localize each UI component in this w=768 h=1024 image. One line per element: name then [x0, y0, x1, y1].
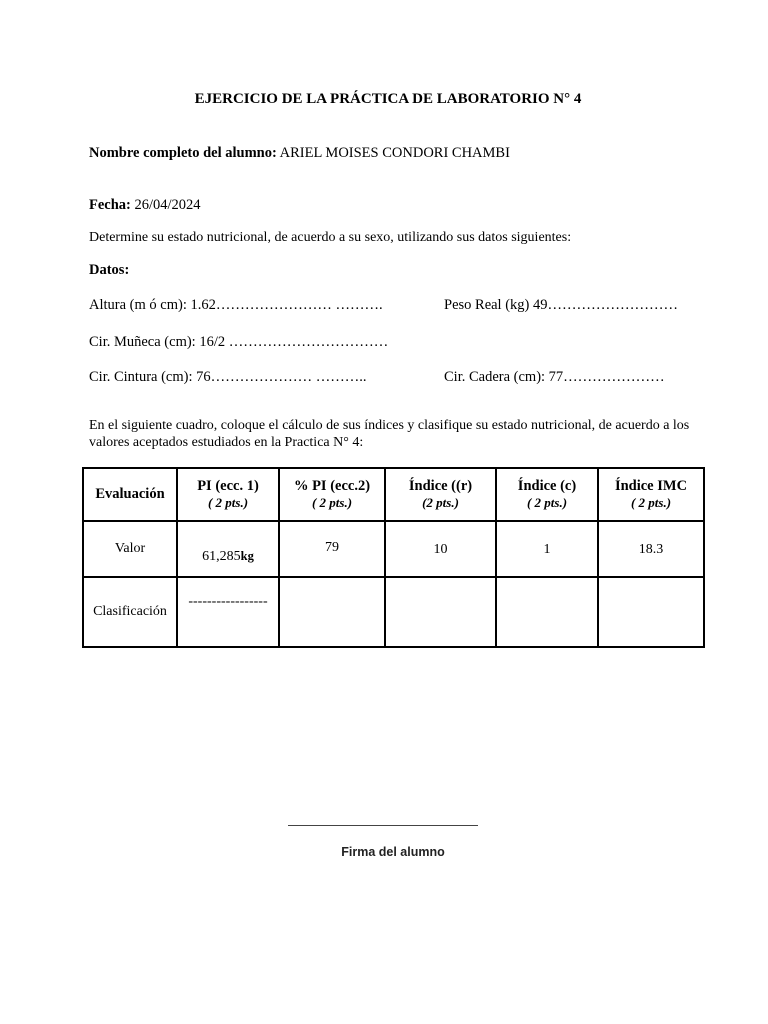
- student-name-label: Nombre completo del alumno:: [89, 145, 277, 161]
- header-pct-pi: % PI (ecc.2) ( 2 pts.): [279, 468, 385, 521]
- valor-pi: 61,285kg: [177, 521, 279, 577]
- clasificacion-pi: -----------------: [177, 577, 279, 647]
- field-cintura: Cir. Cintura (cm): 76………………… ………..: [89, 369, 367, 385]
- date-value: 26/04/2024: [134, 197, 201, 213]
- header-indice-imc: Índice IMC ( 2 pts.): [598, 468, 704, 521]
- clasificacion-indice-r: [385, 577, 496, 647]
- valor-label: Valor: [83, 521, 177, 577]
- date-label: Fecha:: [89, 197, 131, 213]
- clasificacion-indice-c: [496, 577, 598, 647]
- table-header-row: [83, 468, 704, 521]
- clasificacion-imc: [598, 577, 704, 647]
- document-title: EJERCICIO DE LA PRÁCTICA DE LABORATORIO N° 4: [194, 91, 582, 107]
- table-intro-line-1: En el siguiente cuadro, coloque el cálculo de sus índices y clasifique su estado nutricional, de acuerdo a los: [89, 418, 690, 433]
- valor-pct-pi: 79: [279, 521, 385, 577]
- header-evaluacion: Evaluación: [83, 468, 177, 521]
- valor-imc: 18.3: [598, 521, 704, 577]
- header-indice-c: Índice (c) ( 2 pts.): [496, 468, 598, 521]
- instruction-text: Determine su estado nutricional, de acuerdo a su sexo, utilizando sus datos siguientes:: [89, 230, 572, 245]
- student-name-line: [89, 145, 510, 162]
- header-indice-r: Índice ((r) (2 pts.): [385, 468, 496, 521]
- signature-line: [288, 825, 478, 826]
- evaluation-table: [82, 467, 705, 648]
- field-peso: Peso Real (kg) 49………………………: [444, 297, 678, 313]
- header-pi: PI (ecc. 1) ( 2 pts.): [177, 468, 279, 521]
- field-cadera: Cir. Cadera (cm): 77…………………: [444, 369, 665, 385]
- date-line: [89, 197, 201, 214]
- table-row-clasificacion: [83, 577, 704, 647]
- datos-label: Datos:: [89, 262, 130, 278]
- clasificacion-pct-pi: [279, 577, 385, 647]
- table-intro-line-2: valores aceptados estudiados en la Practica N° 4:: [89, 435, 364, 450]
- field-muneca: Cir. Muñeca (cm): 16/2 ……………………………: [89, 334, 389, 350]
- valor-indice-r: 10: [385, 521, 496, 577]
- signature-label: Firma del alumno: [341, 845, 445, 859]
- table-row-valor: [83, 521, 704, 577]
- student-name-value: ARIEL MOISES CONDORI CHAMBI: [279, 145, 510, 161]
- field-altura: Altura (m ó cm): 1.62…………………… ……….: [89, 297, 383, 313]
- clasificacion-label: Clasificación: [83, 577, 177, 647]
- valor-indice-c: 1: [496, 521, 598, 577]
